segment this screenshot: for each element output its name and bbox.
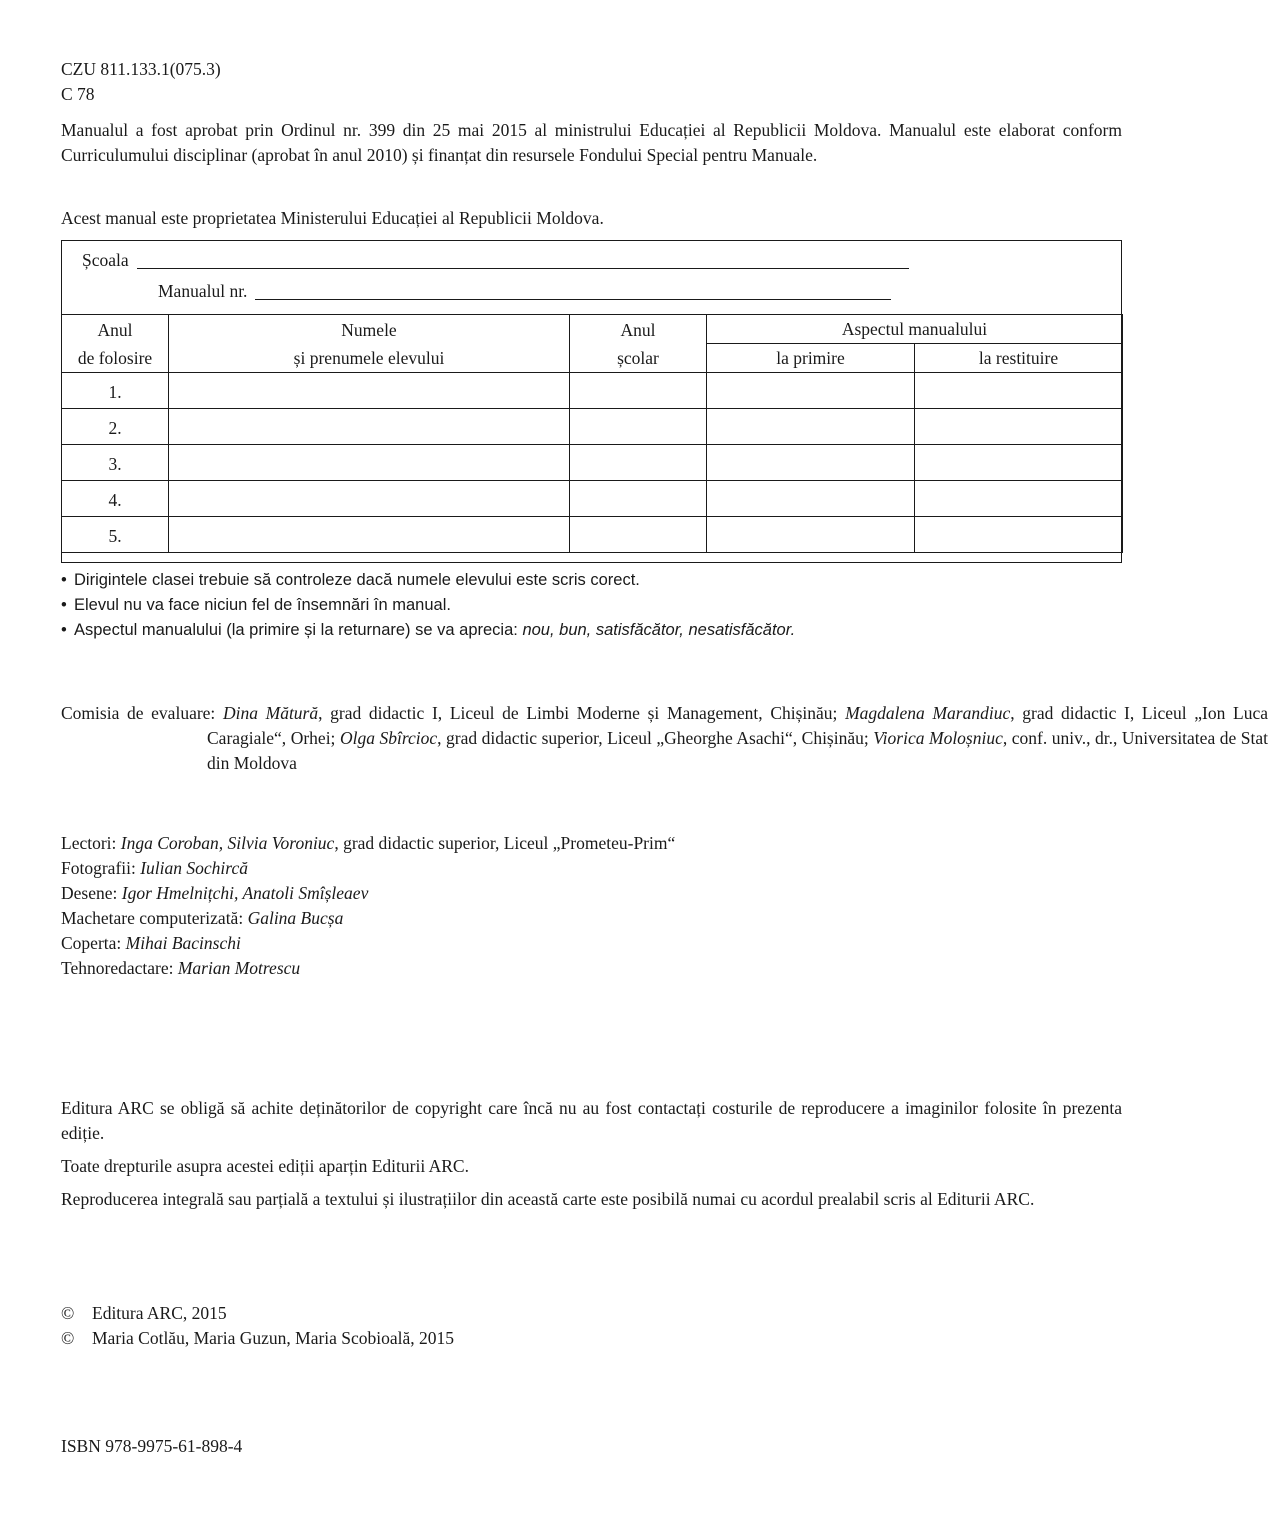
legal-notice xyxy=(61,1096,1122,1220)
receipt-aspect-cell[interactable] xyxy=(707,517,915,553)
list-item: • Dirigintele clasei trebuie să controleze dacă numele elevului este scris corect. xyxy=(61,568,795,593)
header-school-year: Anul școlar xyxy=(570,315,707,373)
return-aspect-cell[interactable] xyxy=(915,373,1123,409)
header-aspect: Aspectul manualului xyxy=(707,315,1123,344)
row-number: 4. xyxy=(62,481,169,517)
receipt-aspect-cell[interactable] xyxy=(707,409,915,445)
photos-line: Fotografii: Iulian Sochircă xyxy=(61,858,248,878)
copyright-icon: © xyxy=(61,1328,75,1348)
header-at-return: la restituire xyxy=(915,344,1123,373)
header-year-of-use: Anul de folosire xyxy=(62,315,169,373)
list-item: • Elevul nu va face niciun fel de însemnări în manual. xyxy=(61,593,795,618)
manual-number-label: Manualul nr. xyxy=(158,281,248,301)
student-name-cell[interactable] xyxy=(169,373,570,409)
list-item: • Aspectul manualului (la primire și la returnare) se va aprecia: nou, bun, satisfăcător, nesatisfăcător. xyxy=(61,618,795,643)
manual-number-field[interactable] xyxy=(158,279,891,304)
classification-block xyxy=(61,57,221,107)
typesetting-line: Tehnoredactare: Marian Motrescu xyxy=(61,958,301,978)
receipt-aspect-cell[interactable] xyxy=(707,445,915,481)
usage-register-table xyxy=(61,314,1123,553)
header-at-receipt: la primire xyxy=(707,344,915,373)
copyright-obligation: Editura ARC se obligă să achite deținătorilor de copyright care încă nu au fost contactați costurile de reproducere a imaginilor folosite în prezenta ediție. xyxy=(61,1098,1122,1143)
property-statement: Acest manual este proprietatea Ministerului Educației al Republicii Moldova. xyxy=(61,208,604,228)
row-number: 2. xyxy=(62,409,169,445)
school-year-cell[interactable] xyxy=(570,445,707,481)
receipt-aspect-cell[interactable] xyxy=(707,373,915,409)
credits-block xyxy=(61,831,675,981)
return-aspect-cell[interactable] xyxy=(915,517,1123,553)
layout-line: Machetare computerizată: Galina Bucșa xyxy=(61,908,344,928)
row-number: 1. xyxy=(62,373,169,409)
return-aspect-cell[interactable] xyxy=(915,409,1123,445)
return-aspect-cell[interactable] xyxy=(915,445,1123,481)
catalog-code: C 78 xyxy=(61,84,95,104)
readers-line: Lectori: Inga Coroban, Silvia Voroniuc, grad didactic superior, Liceul „Prometeu-Prim“ xyxy=(61,833,676,853)
row-number: 3. xyxy=(62,445,169,481)
school-year-cell[interactable] xyxy=(570,409,707,445)
receipt-aspect-cell[interactable] xyxy=(707,481,915,517)
isbn: ISBN 978-9975-61-898-4 xyxy=(61,1436,243,1456)
copyright-icon: © xyxy=(61,1303,75,1323)
bullet-icon: • xyxy=(61,571,67,589)
ownership-form xyxy=(61,240,1122,563)
rights-reserved: Toate drepturile asupra acestei ediții aparțin Editurii ARC. xyxy=(61,1156,469,1176)
table-row xyxy=(62,517,1123,553)
evaluation-commission: Comisia de evaluare: Dina Mătură, grad didactic I, Liceul de Limbi Moderne și Management, Chișinău; Magdalena Marandiuc, grad didactic I, Liceul „Ion Luca Caragiale“, Orhei; Olga Sbîrcioc, grad didactic superior, Liceul „Gheorghe Asachi“, Chișinău; Viorica Moloșniuc, conf. univ., dr., Universitatea de Stat din Moldova xyxy=(61,703,1268,773)
header-student-name: Numele și prenumele elevului xyxy=(169,315,570,373)
school-year-cell[interactable] xyxy=(570,481,707,517)
school-label: Școala xyxy=(82,250,129,270)
approval-paragraph: Manualul a fost aprobat prin Ordinul nr. 399 din 25 mai 2015 al ministrului Educației al Republicii Moldova. Manualul este elaborat conform Curriculumului disciplinar (aprobat în anul 2010) și finanțat din resursele Fondului Special pentru Manuale. xyxy=(61,120,1122,165)
school-blank-line xyxy=(137,268,909,269)
bullet-icon: • xyxy=(61,621,67,639)
cover-line: Coperta: Mihai Bacinschi xyxy=(61,933,241,953)
school-field[interactable] xyxy=(82,248,909,273)
student-name-cell[interactable] xyxy=(169,445,570,481)
return-aspect-cell[interactable] xyxy=(915,481,1123,517)
reproduction-notice: Reproducerea integrală sau parțială a textului și ilustrațiilor din această carte este posibilă numai cu acordul prealabil scris al Editurii ARC. xyxy=(61,1189,1035,1209)
bullet-icon: • xyxy=(61,596,67,614)
table-row xyxy=(62,445,1123,481)
row-number: 5. xyxy=(62,517,169,553)
table-row xyxy=(62,409,1123,445)
authors-copyright: © Maria Cotlău, Maria Guzun, Maria Scobioală, 2015 xyxy=(61,1326,454,1351)
school-year-cell[interactable] xyxy=(570,517,707,553)
drawings-line: Desene: Igor Hmelnițchi, Anatoli Smîșleaev xyxy=(61,883,369,903)
student-name-cell[interactable] xyxy=(169,409,570,445)
table-row xyxy=(62,373,1123,409)
student-name-cell[interactable] xyxy=(169,517,570,553)
manual-number-blank-line xyxy=(255,299,891,300)
publisher-copyright: © Editura ARC, 2015 xyxy=(61,1301,454,1326)
copyright-lines xyxy=(61,1301,454,1351)
czu-code: CZU 811.133.1(075.3) xyxy=(61,59,221,79)
table-row xyxy=(62,481,1123,517)
rating-options: nou, bun, satisfăcător, nesatisfăcător. xyxy=(522,621,796,639)
school-year-cell[interactable] xyxy=(570,373,707,409)
instructions-list xyxy=(61,568,795,643)
student-name-cell[interactable] xyxy=(169,481,570,517)
